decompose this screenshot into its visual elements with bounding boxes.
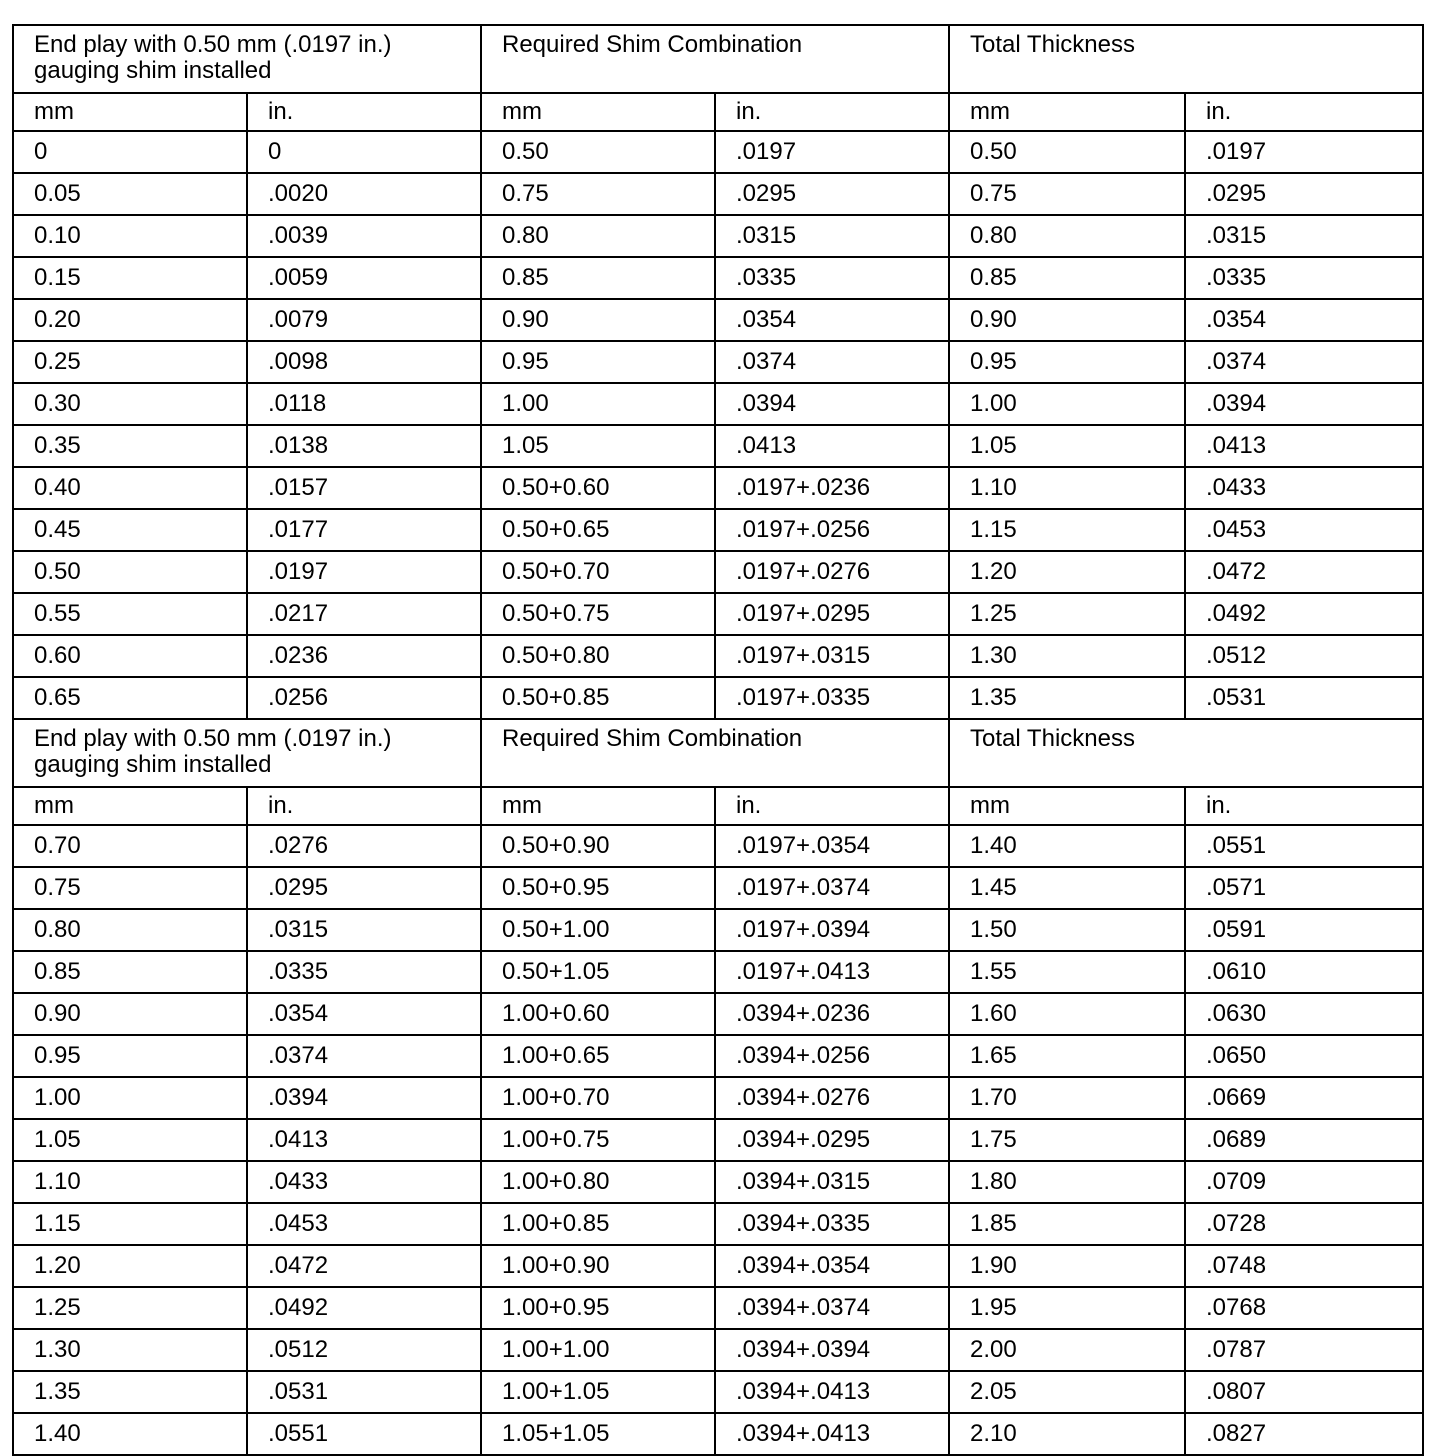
cell-end-play-in: .0413 (247, 1119, 481, 1161)
cell-total-thickness-in: .0689 (1185, 1119, 1423, 1161)
required-shim-header: Required Shim Combination (481, 25, 949, 93)
cell-end-play-mm: 1.35 (13, 1371, 247, 1413)
unit-shim-combination-in: in. (715, 787, 949, 825)
table-row (13, 1371, 1423, 1413)
cell-end-play-mm: 1.25 (13, 1287, 247, 1329)
cell-total-thickness-mm: 1.00 (949, 383, 1185, 425)
cell-end-play-in: .0453 (247, 1203, 481, 1245)
cell-end-play-mm: 0.05 (13, 173, 247, 215)
cell-shim-combination-mm: 0.75 (481, 173, 715, 215)
cell-shim-combination-in: .0374 (715, 341, 949, 383)
cell-total-thickness-in: .0709 (1185, 1161, 1423, 1203)
cell-total-thickness-mm: 0.80 (949, 215, 1185, 257)
unit-shim-combination-in: in. (715, 93, 949, 131)
cell-end-play-mm: 0.90 (13, 993, 247, 1035)
cell-total-thickness-in: .0551 (1185, 825, 1423, 867)
cell-end-play-mm: 1.10 (13, 1161, 247, 1203)
cell-end-play-in: 0 (247, 131, 481, 173)
cell-end-play-mm: 0.70 (13, 825, 247, 867)
cell-end-play-mm: 0.60 (13, 635, 247, 677)
cell-end-play-in: .0315 (247, 909, 481, 951)
cell-shim-combination-mm: 0.50+0.85 (481, 677, 715, 719)
unit-total-thickness-mm: mm (949, 93, 1185, 131)
table-row (13, 1119, 1423, 1161)
cell-total-thickness-in: .0335 (1185, 257, 1423, 299)
cell-end-play-in: .0374 (247, 1035, 481, 1077)
cell-end-play-mm: 0.20 (13, 299, 247, 341)
cell-shim-combination-mm: 0.50+0.70 (481, 551, 715, 593)
cell-end-play-in: .0433 (247, 1161, 481, 1203)
cell-end-play-in: .0335 (247, 951, 481, 993)
cell-end-play-in: .0472 (247, 1245, 481, 1287)
unit-shim-combination-mm: mm (481, 93, 715, 131)
table-row (13, 1245, 1423, 1287)
cell-total-thickness-in: .0827 (1185, 1413, 1423, 1455)
cell-shim-combination-mm: 0.50+0.80 (481, 635, 715, 677)
cell-shim-combination-in: .0394+.0374 (715, 1287, 949, 1329)
cell-end-play-mm: 0.45 (13, 509, 247, 551)
cell-end-play-in: .0512 (247, 1329, 481, 1371)
table-row (13, 467, 1423, 509)
cell-total-thickness-in: .0354 (1185, 299, 1423, 341)
cell-shim-combination-in: .0197+.0315 (715, 635, 949, 677)
end-play-header: End play with 0.50 mm (.0197 in.) gauging shim installed (13, 25, 481, 93)
cell-shim-combination-in: .0197+.0236 (715, 467, 949, 509)
cell-shim-combination-mm: 0.85 (481, 257, 715, 299)
cell-end-play-mm: 0.50 (13, 551, 247, 593)
cell-shim-combination-in: .0197+.0276 (715, 551, 949, 593)
cell-shim-combination-in: .0295 (715, 173, 949, 215)
cell-shim-combination-in: .0394+.0413 (715, 1371, 949, 1413)
cell-total-thickness-mm: 1.45 (949, 867, 1185, 909)
cell-shim-combination-in: .0394+.0236 (715, 993, 949, 1035)
cell-shim-combination-mm: 1.00+1.05 (481, 1371, 715, 1413)
cell-shim-combination-mm: 1.00+0.90 (481, 1245, 715, 1287)
cell-shim-combination-in: .0197+.0394 (715, 909, 949, 951)
cell-shim-combination-mm: 1.00 (481, 383, 715, 425)
unit-total-thickness-mm: mm (949, 787, 1185, 825)
cell-total-thickness-in: .0472 (1185, 551, 1423, 593)
cell-total-thickness-in: .0787 (1185, 1329, 1423, 1371)
unit-end-play-in: in. (247, 93, 481, 131)
cell-end-play-mm: 0.80 (13, 909, 247, 951)
cell-total-thickness-mm: 1.10 (949, 467, 1185, 509)
cell-end-play-mm: 0.85 (13, 951, 247, 993)
end-play-header: End play with 0.50 mm (.0197 in.) gauging shim installed (13, 719, 481, 787)
table-row (13, 383, 1423, 425)
table-row (13, 635, 1423, 677)
required-shim-header: Required Shim Combination (481, 719, 949, 787)
cell-total-thickness-mm: 0.90 (949, 299, 1185, 341)
table-row (13, 825, 1423, 867)
cell-end-play-mm: 0 (13, 131, 247, 173)
table-row (13, 909, 1423, 951)
section-header-row (13, 719, 1423, 787)
cell-end-play-in: .0295 (247, 867, 481, 909)
shim-selection-table (12, 24, 1424, 1456)
cell-shim-combination-in: .0197+.0374 (715, 867, 949, 909)
shim-table-document (12, 24, 1422, 1456)
table-row (13, 299, 1423, 341)
cell-total-thickness-mm: 1.60 (949, 993, 1185, 1035)
cell-end-play-in: .0551 (247, 1413, 481, 1455)
cell-end-play-in: .0059 (247, 257, 481, 299)
cell-shim-combination-in: .0197+.0335 (715, 677, 949, 719)
table-row (13, 551, 1423, 593)
cell-end-play-mm: 1.00 (13, 1077, 247, 1119)
cell-end-play-mm: 1.30 (13, 1329, 247, 1371)
cell-total-thickness-in: .0315 (1185, 215, 1423, 257)
cell-total-thickness-mm: 0.50 (949, 131, 1185, 173)
cell-shim-combination-mm: 1.00+0.80 (481, 1161, 715, 1203)
cell-end-play-in: .0276 (247, 825, 481, 867)
unit-total-thickness-in: in. (1185, 93, 1423, 131)
cell-end-play-in: .0138 (247, 425, 481, 467)
cell-total-thickness-mm: 1.65 (949, 1035, 1185, 1077)
cell-total-thickness-mm: 1.80 (949, 1161, 1185, 1203)
cell-total-thickness-mm: 1.95 (949, 1287, 1185, 1329)
cell-total-thickness-in: .0610 (1185, 951, 1423, 993)
cell-shim-combination-mm: 0.90 (481, 299, 715, 341)
units-row (13, 787, 1423, 825)
cell-end-play-mm: 0.95 (13, 1035, 247, 1077)
table-row (13, 215, 1423, 257)
cell-total-thickness-in: .0728 (1185, 1203, 1423, 1245)
cell-end-play-mm: 0.15 (13, 257, 247, 299)
unit-end-play-mm: mm (13, 787, 247, 825)
cell-total-thickness-in: .0591 (1185, 909, 1423, 951)
cell-end-play-in: .0098 (247, 341, 481, 383)
cell-shim-combination-mm: 0.95 (481, 341, 715, 383)
cell-total-thickness-mm: 1.05 (949, 425, 1185, 467)
cell-total-thickness-mm: 1.15 (949, 509, 1185, 551)
cell-total-thickness-mm: 1.20 (949, 551, 1185, 593)
cell-total-thickness-in: .0807 (1185, 1371, 1423, 1413)
cell-total-thickness-in: .0768 (1185, 1287, 1423, 1329)
cell-end-play-in: .0217 (247, 593, 481, 635)
cell-shim-combination-mm: 0.80 (481, 215, 715, 257)
cell-end-play-in: .0197 (247, 551, 481, 593)
cell-total-thickness-in: .0512 (1185, 635, 1423, 677)
unit-end-play-in: in. (247, 787, 481, 825)
cell-end-play-in: .0157 (247, 467, 481, 509)
cell-shim-combination-mm: 0.50+1.00 (481, 909, 715, 951)
cell-shim-combination-in: .0394+.0413 (715, 1413, 949, 1455)
cell-total-thickness-mm: 1.55 (949, 951, 1185, 993)
table-row (13, 867, 1423, 909)
cell-shim-combination-mm: 0.50 (481, 131, 715, 173)
table-row (13, 593, 1423, 635)
table-row (13, 425, 1423, 467)
cell-end-play-in: .0020 (247, 173, 481, 215)
cell-end-play-mm: 0.35 (13, 425, 247, 467)
cell-shim-combination-mm: 1.00+0.60 (481, 993, 715, 1035)
cell-total-thickness-mm: 1.30 (949, 635, 1185, 677)
cell-total-thickness-mm: 1.75 (949, 1119, 1185, 1161)
cell-shim-combination-mm: 0.50+0.95 (481, 867, 715, 909)
total-thickness-header: Total Thickness (949, 719, 1423, 787)
cell-shim-combination-mm: 1.05 (481, 425, 715, 467)
cell-total-thickness-in: .0295 (1185, 173, 1423, 215)
table-row (13, 1161, 1423, 1203)
table-row (13, 1287, 1423, 1329)
cell-total-thickness-mm: 1.50 (949, 909, 1185, 951)
cell-shim-combination-in: .0394 (715, 383, 949, 425)
cell-total-thickness-in: .0748 (1185, 1245, 1423, 1287)
cell-shim-combination-in: .0394+.0335 (715, 1203, 949, 1245)
cell-shim-combination-mm: 0.50+1.05 (481, 951, 715, 993)
cell-end-play-mm: 1.15 (13, 1203, 247, 1245)
cell-shim-combination-mm: 0.50+0.90 (481, 825, 715, 867)
cell-shim-combination-mm: 1.00+0.85 (481, 1203, 715, 1245)
cell-total-thickness-mm: 1.35 (949, 677, 1185, 719)
section-header-row (13, 25, 1423, 93)
cell-total-thickness-in: .0669 (1185, 1077, 1423, 1119)
table-row (13, 341, 1423, 383)
cell-end-play-mm: 1.40 (13, 1413, 247, 1455)
cell-shim-combination-mm: 0.50+0.60 (481, 467, 715, 509)
cell-total-thickness-mm: 0.95 (949, 341, 1185, 383)
cell-total-thickness-mm: 1.25 (949, 593, 1185, 635)
cell-end-play-mm: 0.55 (13, 593, 247, 635)
cell-total-thickness-mm: 1.90 (949, 1245, 1185, 1287)
unit-total-thickness-in: in. (1185, 787, 1423, 825)
cell-end-play-mm: 0.65 (13, 677, 247, 719)
table-row (13, 993, 1423, 1035)
table-row (13, 1413, 1423, 1455)
cell-end-play-in: .0039 (247, 215, 481, 257)
cell-total-thickness-in: .0531 (1185, 677, 1423, 719)
cell-shim-combination-in: .0197+.0413 (715, 951, 949, 993)
cell-total-thickness-mm: 1.85 (949, 1203, 1185, 1245)
cell-shim-combination-in: .0394+.0394 (715, 1329, 949, 1371)
table-row (13, 1329, 1423, 1371)
cell-total-thickness-in: .0413 (1185, 425, 1423, 467)
cell-total-thickness-in: .0394 (1185, 383, 1423, 425)
table-row (13, 951, 1423, 993)
units-row (13, 93, 1423, 131)
cell-total-thickness-mm: 2.05 (949, 1371, 1185, 1413)
cell-end-play-mm: 0.40 (13, 467, 247, 509)
cell-total-thickness-in: .0571 (1185, 867, 1423, 909)
cell-end-play-in: .0079 (247, 299, 481, 341)
cell-end-play-mm: 1.20 (13, 1245, 247, 1287)
table-row (13, 1035, 1423, 1077)
cell-shim-combination-in: .0394+.0256 (715, 1035, 949, 1077)
unit-shim-combination-mm: mm (481, 787, 715, 825)
cell-shim-combination-in: .0197 (715, 131, 949, 173)
cell-end-play-in: .0236 (247, 635, 481, 677)
cell-total-thickness-mm: 1.40 (949, 825, 1185, 867)
cell-shim-combination-in: .0197+.0256 (715, 509, 949, 551)
table-row (13, 257, 1423, 299)
table-row (13, 131, 1423, 173)
cell-shim-combination-in: .0197+.0295 (715, 593, 949, 635)
shim-table-body (13, 25, 1423, 1455)
table-row (13, 173, 1423, 215)
total-thickness-header: Total Thickness (949, 25, 1423, 93)
cell-total-thickness-mm: 2.00 (949, 1329, 1185, 1371)
cell-shim-combination-mm: 1.00+0.65 (481, 1035, 715, 1077)
table-row (13, 677, 1423, 719)
cell-end-play-in: .0177 (247, 509, 481, 551)
table-row (13, 509, 1423, 551)
cell-shim-combination-in: .0335 (715, 257, 949, 299)
cell-total-thickness-in: .0197 (1185, 131, 1423, 173)
cell-shim-combination-in: .0394+.0315 (715, 1161, 949, 1203)
cell-shim-combination-mm: 0.50+0.75 (481, 593, 715, 635)
cell-shim-combination-mm: 1.05+1.05 (481, 1413, 715, 1455)
cell-shim-combination-in: .0394+.0354 (715, 1245, 949, 1287)
cell-end-play-in: .0531 (247, 1371, 481, 1413)
cell-shim-combination-in: .0354 (715, 299, 949, 341)
cell-total-thickness-in: .0433 (1185, 467, 1423, 509)
cell-shim-combination-in: .0394+.0295 (715, 1119, 949, 1161)
cell-total-thickness-in: .0630 (1185, 993, 1423, 1035)
table-row (13, 1077, 1423, 1119)
cell-shim-combination-in: .0197+.0354 (715, 825, 949, 867)
cell-shim-combination-mm: 0.50+0.65 (481, 509, 715, 551)
cell-shim-combination-in: .0413 (715, 425, 949, 467)
cell-end-play-mm: 0.10 (13, 215, 247, 257)
cell-end-play-mm: 1.05 (13, 1119, 247, 1161)
cell-shim-combination-in: .0315 (715, 215, 949, 257)
cell-total-thickness-in: .0650 (1185, 1035, 1423, 1077)
cell-shim-combination-mm: 1.00+0.75 (481, 1119, 715, 1161)
cell-end-play-in: .0118 (247, 383, 481, 425)
cell-total-thickness-in: .0374 (1185, 341, 1423, 383)
table-row (13, 1203, 1423, 1245)
cell-total-thickness-in: .0492 (1185, 593, 1423, 635)
unit-end-play-mm: mm (13, 93, 247, 131)
cell-total-thickness-in: .0453 (1185, 509, 1423, 551)
cell-total-thickness-mm: 2.10 (949, 1413, 1185, 1455)
cell-total-thickness-mm: 0.85 (949, 257, 1185, 299)
cell-shim-combination-mm: 1.00+0.70 (481, 1077, 715, 1119)
cell-end-play-in: .0256 (247, 677, 481, 719)
cell-end-play-mm: 0.25 (13, 341, 247, 383)
cell-shim-combination-in: .0394+.0276 (715, 1077, 949, 1119)
cell-end-play-in: .0492 (247, 1287, 481, 1329)
cell-total-thickness-mm: 1.70 (949, 1077, 1185, 1119)
cell-end-play-in: .0354 (247, 993, 481, 1035)
cell-total-thickness-mm: 0.75 (949, 173, 1185, 215)
cell-end-play-in: .0394 (247, 1077, 481, 1119)
cell-end-play-mm: 0.75 (13, 867, 247, 909)
cell-shim-combination-mm: 1.00+1.00 (481, 1329, 715, 1371)
cell-shim-combination-mm: 1.00+0.95 (481, 1287, 715, 1329)
cell-end-play-mm: 0.30 (13, 383, 247, 425)
